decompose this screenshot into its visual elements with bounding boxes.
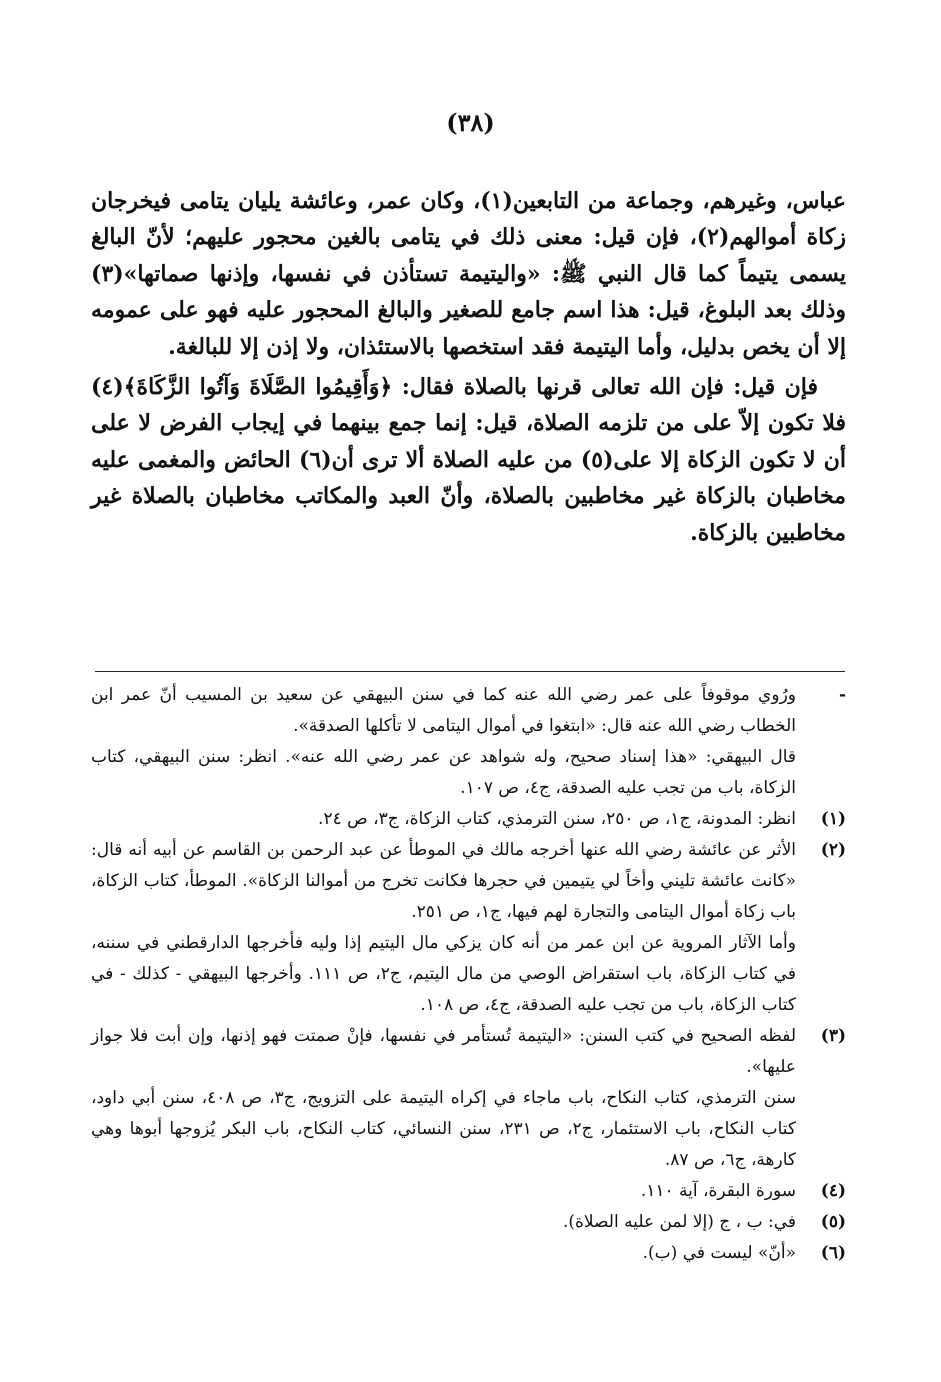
footnote-line: وأما الآثار المروية عن ابن عمر من أنه كان يزكي مال اليتيم إذا وليه فأخرجها الدارقطني في سننه، في كتاب الزكاة، باب استقراض الوصي من مال اليتيم، ج٢، ص ١١١. وأخرجها البيهقي - كذلك - في كتاب الزكاة، باب من تجب عليه الصدقة، ج٤، ص ١٠٨.	[91, 933, 796, 1015]
footnote-mark: (١)	[820, 809, 846, 829]
footnote-line: سورة البقرة، آية ١١٠.	[640, 1181, 796, 1201]
paragraph: فإن قيل: فإن الله تعالى قرنها بالصلاة فقال: ﴿وَأَقِيمُوا الصَّلَاةَ وَآتُوا الزَّكَاةَ﴾(٤) فلا تكون إلاّ على من تلزمه الصلاة، قيل: إنما جمع بينهما في إيجاب الفرض لا على أن لا تكون الزكاة إلا على(٥) من عليه الصلاة ألا ترى أن(٦) الحائض والمغمى عليه مخاطبان بالزكاة غير مخاطبين بالصلاة، وأنّ العبد والمكاتب مخاطبان بالصلاة غير مخاطبين بالزكاة.	[91, 374, 846, 546]
footnote-line: لفظه الصحيح في كتب السنن: «اليتيمة تُستأمر في نفسها، فإنْ صمتت فهو إذنها، وإن أبت فلا جواز عليها».	[91, 1026, 796, 1077]
footnote-mark: (٤)	[820, 1181, 846, 1201]
footnote-line: في: ب ، ج (إلا لمن عليه الصلاة).	[562, 1212, 796, 1232]
footnote-body	[91, 680, 796, 804]
paragraph: عباس، وغيرهم، وجماعة من التابعين(١)، وكان عمر، وعائشة يليان يتامى فيخرجان زكاة أموالهم(٢)، فإن قيل: معنى ذلك في يتامى بالغين محجور عليهم؛ لأنّ البالغ يسمى يتيماً كما قال النبي ﷺ: «واليتيمة تستأذن في نفسها، وإذنها صماتها»(٣) وذلك بعد البلوغ، قيل: هذا اسم جامع للصغير والبالغ المحجور عليه فهو على عمومه إلا أن يخص بدليل، وأما اليتيمة فقد استخصها بالاستئذان، ولا إذن إلا للبالغة.	[91, 188, 847, 360]
footnote-separator	[95, 671, 845, 672]
footnote-6	[91, 1238, 846, 1269]
footnote-mark: (٣)	[820, 1026, 846, 1046]
footnote-mark: (٦)	[820, 1243, 846, 1263]
footnote-body	[91, 1176, 796, 1207]
footnote-line: الأثر عن عائشة رضي الله عنها أخرجه مالك في الموطأ عن عبد الرحمن بن القاسم عن أبيه أنه قال: «كانت عائشة تليني وأخاً لي يتيمين في حجرها فكانت تخرج من أموالنا الزكاة». الموطأ، كتاب الزكاة، باب زكاة أموال اليتامى والتجارة لهم فيها، ج١، ص ٢٥١.	[91, 840, 796, 922]
footnote-body	[91, 1021, 796, 1176]
footnote-line: انظر: المدونة، ج١، ص ٢٥٠، سنن الترمذي، كتاب الزكاة، ج٣، ص ٢٤.	[318, 809, 796, 829]
footnote-line: سنن الترمذي، كتاب النكاح، باب ماجاء في إكراه اليتيمة على التزويج، ج٣، ص ٤٠٨، سنن أبي داود، كتاب النكاح، باب الاستئمار، ج٢، ص ٢٣١، سنن النسائي، كتاب النكاح، باب البكر يُزوجها أبوها وهي كارهة، ج٦، ص ٨٧.	[91, 1088, 796, 1170]
footnote-1	[91, 804, 846, 835]
footnote-5	[91, 1207, 846, 1238]
footnote-line: قال البيهقي: «هذا إسناد صحيح، وله شواهد عن عمر رضي الله عنه». انظر: سنن البيهقي، كتاب الزكاة، باب من تجب عليه الصدقة، ج٤، ص ١٠٧.	[91, 747, 796, 798]
footnote-line: «أنّ» ليست في (ب).	[642, 1243, 796, 1263]
footnote-continuation	[91, 680, 846, 804]
footnote-4	[91, 1176, 846, 1207]
footnote-2	[91, 835, 846, 1021]
footnote-mark: (٥)	[820, 1212, 846, 1232]
footnote-body	[91, 835, 796, 1021]
page-number: (٣٨)	[446, 108, 495, 137]
footnote-3	[91, 1021, 846, 1176]
footnote-body	[91, 1207, 796, 1238]
footnote-mark: -	[838, 685, 846, 705]
footnote-body	[91, 1238, 796, 1269]
main-text	[91, 183, 846, 551]
footnote-mark: (٢)	[820, 840, 846, 860]
footnote-line: ورُوي موقوفاً على عمر رضي الله عنه كما في سنن البيهقي عن سعيد بن المسيب أنّ عمر ابن الخطاب رضي الله عنه قال: «ابتغوا في أموال اليتامى لا تأكلها الصدقة».	[91, 685, 796, 736]
footnotes	[91, 680, 846, 1269]
footnote-body	[91, 804, 796, 835]
